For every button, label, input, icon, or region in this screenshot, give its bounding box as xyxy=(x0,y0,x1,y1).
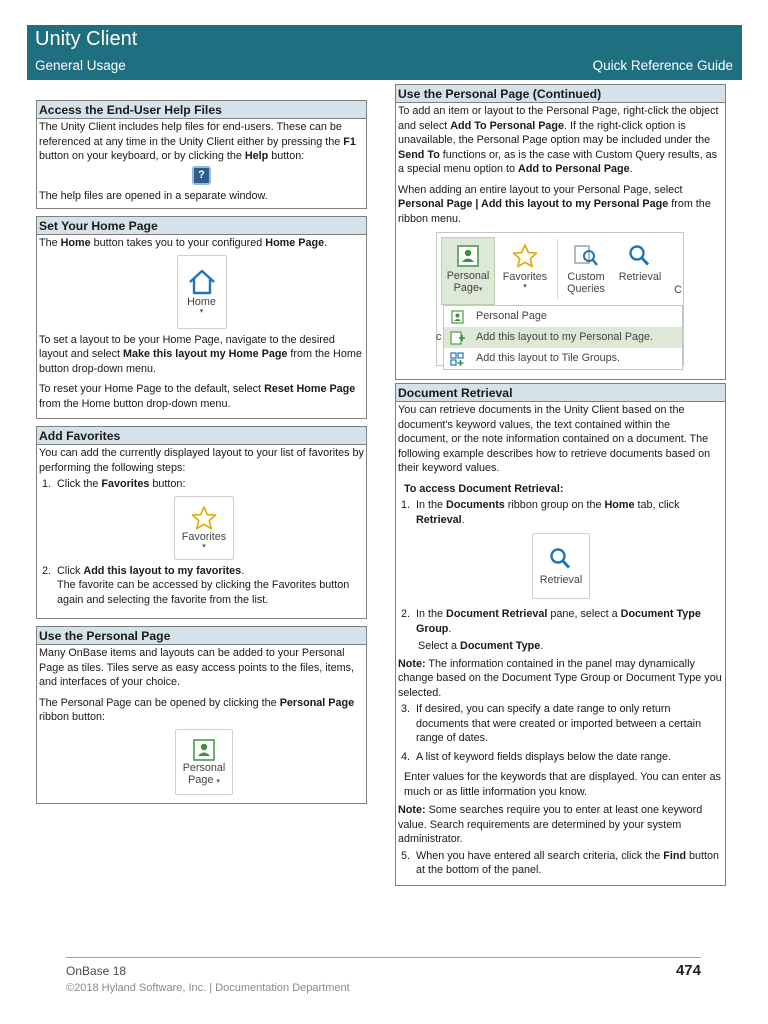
paragraph: You can retrieve documents in the Unity Client based on the document's keyword values, the text contained within the document, or the note information contained on a document. The following example describes how to retrieve documents based on their keyword values. xyxy=(398,404,711,474)
note: Note: Some searches require you to enter at least one keyword value. Search requirements are determined by your system administrator. xyxy=(398,804,703,845)
personal-page-icon xyxy=(450,310,466,324)
menu-item-add-layout-tile-groups[interactable]: Add this layout to Tile Groups. xyxy=(444,348,682,369)
footer-copyright: ©2018 Hyland Software, Inc. | Documentation Department xyxy=(66,982,350,994)
personal-page-button xyxy=(175,729,233,795)
home-button xyxy=(177,255,227,329)
paragraph: To set a layout to be your Home Page, navigate to the desired layout and select Make this layout my Home Page from the Home button drop-down menu. xyxy=(39,333,362,375)
paragraph: The help files are opened in a separate window. xyxy=(39,189,268,202)
favorites-button xyxy=(174,496,234,560)
ribbon-screenshot xyxy=(436,232,684,366)
chevron-down-icon: ▾ xyxy=(523,283,527,290)
paragraph: Many OnBase items and layouts can be added to your Personal Page as tiles. Tiles serve as easy access points to the files, items, and interfaces of your choice. xyxy=(39,647,355,688)
section-help-files xyxy=(36,100,367,209)
section-personal-page-continued xyxy=(395,84,726,380)
paragraph: You can add the currently displayed layout to your list of favorites by performing the following steps: xyxy=(39,447,364,474)
help-icon: ? xyxy=(192,166,211,185)
section-favorites xyxy=(36,426,367,619)
paragraph: The Personal Page can be opened by clicking the Personal Page ribbon button: xyxy=(39,696,355,723)
paragraph: When adding an entire layout to your Personal Page, select Personal Page | Add this layout to my Personal Page from the ribbon menu. xyxy=(398,183,711,225)
section-heading: Document Retrieval xyxy=(396,384,725,402)
step: 5. When you have entered all search criteria, click the Find button at the bottom of the panel. xyxy=(401,849,720,876)
guide-label: Quick Reference Guide xyxy=(592,58,733,73)
step: 4. A list of keyword fields displays below the date range. xyxy=(401,750,672,763)
retrieval-button-label: Retrieval xyxy=(539,574,583,586)
substep: Select a Document Type. xyxy=(418,640,544,652)
step: 1. In the Documents ribbon group on the Home tab, click Retrieval. xyxy=(401,499,680,526)
paragraph: The Home button takes you to your configured Home Page. xyxy=(39,237,328,249)
personal-page-icon xyxy=(192,738,216,762)
home-icon xyxy=(187,268,217,296)
ribbon-retrieval-button[interactable]: Retrieval xyxy=(615,237,665,305)
chevron-down-icon: ▾ xyxy=(199,307,204,315)
magnifier-icon xyxy=(626,243,654,269)
ribbon-favorites-button[interactable]: Favorites ▾ xyxy=(499,237,551,305)
section-heading: Set Your Home Page xyxy=(37,217,366,235)
footer-product: OnBase 18 xyxy=(66,964,127,978)
note: Note: The information contained in the panel may dynamically change based on the Document Type Group or Document Type you selected. xyxy=(398,657,722,699)
step: 2. Click Add this layout to my favorites. The favorite can be accessed by clicking the Favorites button again and selecting the favorite from the list. xyxy=(42,564,350,606)
star-icon xyxy=(190,505,218,531)
subheading: To access Document Retrieval: xyxy=(404,482,564,495)
step: 2. In the Document Retrieval pane, select a Document Type Group. xyxy=(401,608,701,635)
page-number: 474 xyxy=(675,962,701,979)
chevron-down-icon: ▾ xyxy=(216,777,220,785)
add-to-page-icon xyxy=(450,331,466,345)
ribbon-divider xyxy=(557,239,558,299)
section-personal-page xyxy=(36,626,367,804)
doc-title: Unity Client xyxy=(35,28,138,50)
section-heading: Use the Personal Page xyxy=(37,627,366,645)
star-icon xyxy=(511,243,539,269)
section-heading: Use the Personal Page (Continued) xyxy=(396,85,725,103)
section-document-retrieval xyxy=(395,383,726,886)
menu-item-personal-page[interactable]: Personal Page xyxy=(444,306,682,327)
favorites-button-label: Favorites xyxy=(181,530,227,543)
chevron-down-icon: ▾ xyxy=(202,542,206,550)
menu-edge-letter: c xyxy=(436,331,442,343)
section-heading: Add Favorites xyxy=(37,427,366,445)
personal-page-dropdown xyxy=(443,305,683,370)
personal-page-label-2: Page xyxy=(188,773,214,786)
header-banner xyxy=(27,25,742,80)
section-home-page xyxy=(36,216,367,419)
personal-page-icon xyxy=(456,244,480,268)
paragraph: To reset your Home Page to the default, select Reset Home Page from the Home button drop-down menu. xyxy=(39,383,356,410)
magnifier-icon xyxy=(547,546,575,574)
step: 3. If desired, you can specify a date range to only return documents that were created or imported between a certain range of dates. xyxy=(401,703,702,744)
chevron-down-icon: ▾ xyxy=(478,286,483,293)
paragraph: To add an item or layout to the Personal Page, right-click the object and select Add To Personal Page. If the right-click option is unavailable, the Personal Page option may be included under the Send To functions or, as is the case with Custom Query results, as a special menu option to Add to Personal Page. xyxy=(398,105,719,175)
personal-page-label-1: Personal xyxy=(182,761,226,774)
paragraph: Enter values for the keywords that are displayed. You can enter as much or as little information you know. xyxy=(404,771,721,798)
paragraph: The Unity Client includes help files for end-users. These can be referenced at any time in the Unity Client either by pressing the F1 button on your keyboard, or by clicking the Help button: xyxy=(39,121,356,162)
ribbon-custom-queries-button[interactable]: Custom Queries xyxy=(561,237,611,305)
ribbon-cut-off-label: C xyxy=(674,284,682,296)
doc-subtitle: General Usage xyxy=(35,58,126,73)
section-heading: Access the End-User Help Files xyxy=(37,101,366,119)
tile-groups-icon xyxy=(450,352,466,366)
ribbon-personal-page-button[interactable]: Personal Page▾ xyxy=(441,237,495,305)
footer-divider xyxy=(66,957,701,958)
retrieval-button xyxy=(532,533,590,599)
home-button-label: Home xyxy=(187,295,216,308)
custom-queries-icon xyxy=(572,243,600,269)
menu-item-add-layout-personal-page[interactable]: Add this layout to my Personal Page. xyxy=(444,327,682,348)
step: 1. Click the Favorites button: xyxy=(42,478,186,490)
